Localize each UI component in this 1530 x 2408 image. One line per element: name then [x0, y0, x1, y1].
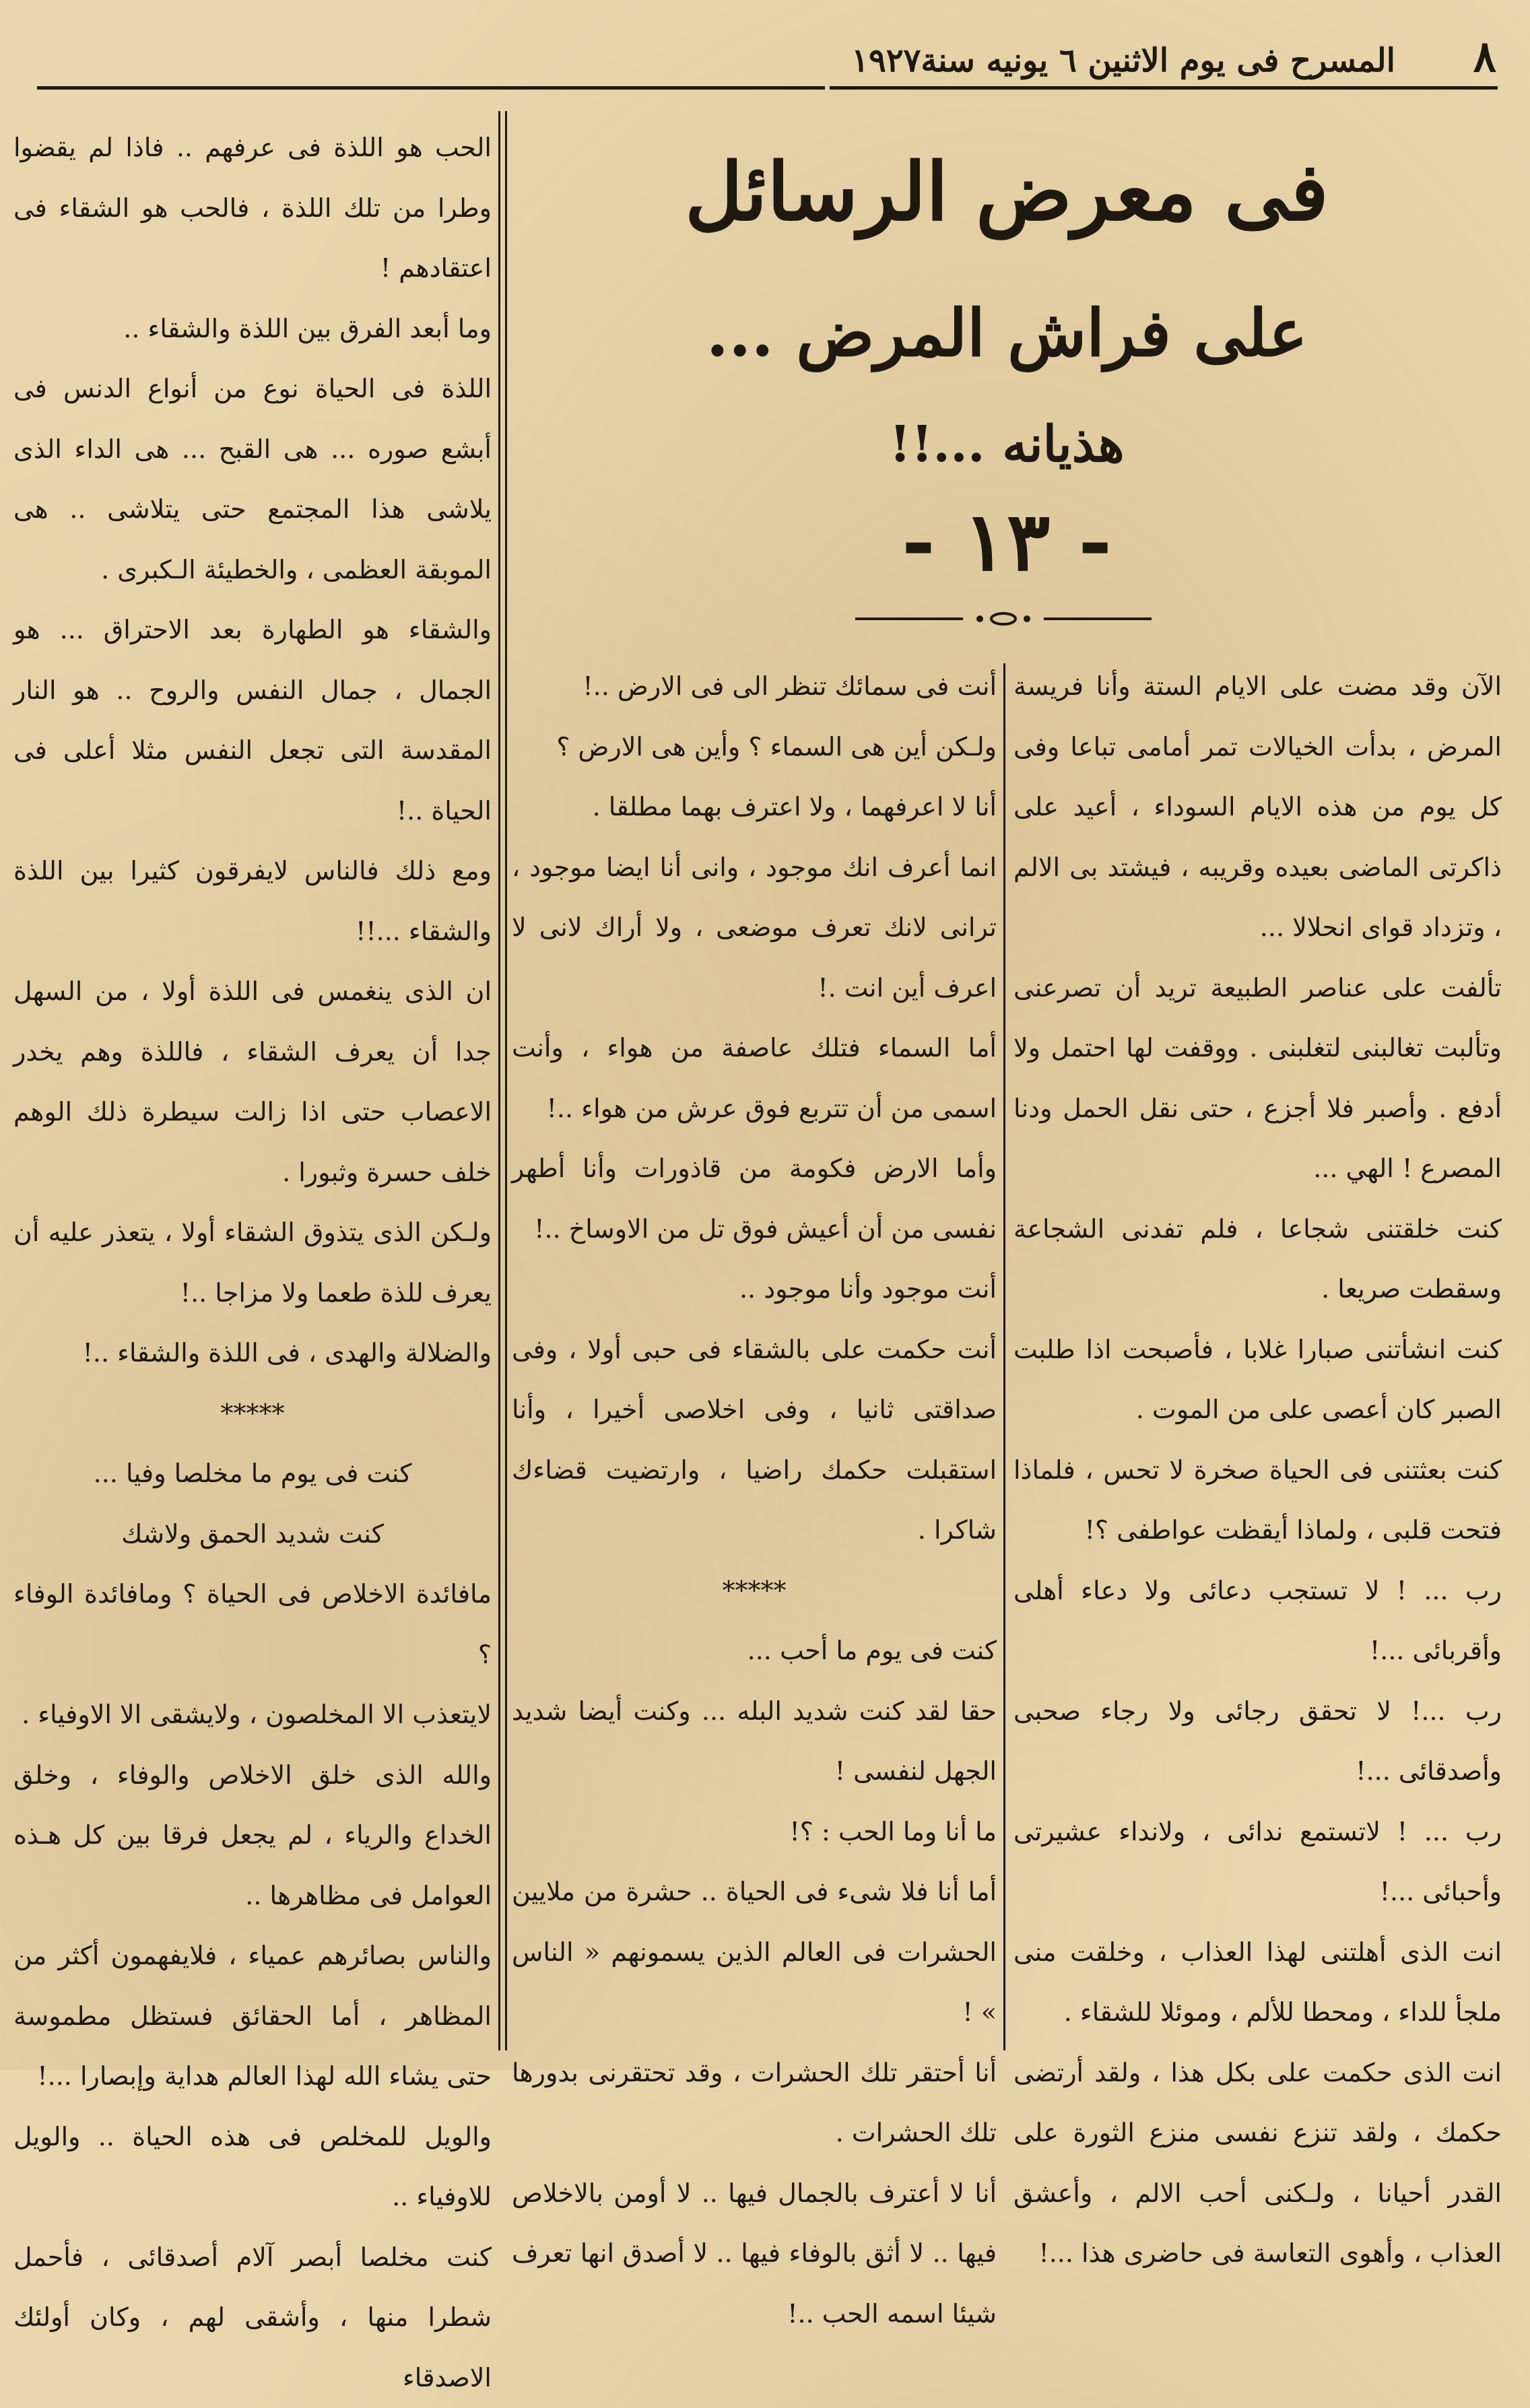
paragraph: أنت موجود وأنا موجود ..: [512, 1259, 997, 1320]
paragraph: كنت فى يوم ما أحب ...: [512, 1621, 997, 1681]
paragraph: أما السماء فتلك عاصفة من هواء ، وأنت اسمى من أن تتربع فوق عرش من هواء ..!: [512, 1018, 997, 1139]
paragraph: كنت مخلصا أبصر آلام أصدقائى ، فأحمل شطرا منها ، وأشقى لهم ، وكان أولئك الاصدقاء: [13, 2228, 492, 2408]
paragraph: رب ... ! لا تستجب دعائى ولا دعاء أهلى وأقربائى ...!: [1013, 1561, 1502, 1681]
paragraph: والشقاء هو الطهارة بعد الاحتراق ... هو الجمال ، جمال النفس والروح .. هو النار المقدسة التى تجعل النفس مثلا أعلى فى الحياة ..!: [13, 600, 492, 841]
paragraph: كنت شديد الحمق ولاشك: [13, 1504, 492, 1565]
page-header: [34, 27, 1496, 89]
paragraph: وما أبعد الفرق بين اللذة والشقاء ..: [13, 299, 492, 360]
header-rule-right: [830, 86, 1498, 90]
paragraph: ان الذى ينغمس فى اللذة أولا ، من السهل جدا أن يعرف الشقاء ، فاللذة وهم يخدر الاعصاب حتى اذا زالت سيطرة ذلك الوهم خلف حسرة وثبورا .: [13, 962, 492, 1203]
paragraph: تألفت على عناصر الطبيعة تريد أن تصرعنى وتألبت تغالبنى لتغلبنى . ووقفت لها احتمل ولا أدفع . وأصبر فلا أجزع ، حتى نقل الحمل ودنا المصرع ! الهي ...: [1013, 958, 1502, 1199]
section-separator: *****: [13, 1384, 492, 1444]
paragraph: لايتعذب الا المخلصون ، ولايشقى الا الاوفياء .: [13, 1685, 492, 1745]
paragraph: أنا لا أعترف بالجمال فيها .. لا أومن بالاخلاص فيها .. لا أثق بالوفاء فيها .. لا أصدق انها تعرف شيئا اسمه الحب ..!: [512, 2164, 997, 2345]
article-number: - ١٣ -: [512, 492, 1502, 593]
paragraph: والله الذى خلق الاخلاص والوفاء ، وخلق الخداع والرياء ، لم يجعل فرقا بين كل هـذه العوامل فى مظاهرها ..: [13, 1745, 492, 1927]
paragraph: حقا لقد كنت شديد البله ... وكنت أيضا شديد الجهل لنفسى !: [512, 1681, 997, 1802]
paragraph: الحب هو اللذة فى عرفهم .. فاذا لم يقضوا وطرا من تلك اللذة ، فالحب هو الشقاء فى اعتقادهم !: [13, 118, 492, 299]
column-divider-double-b: [505, 111, 507, 2050]
paragraph: أنت فى سمائك تنظر الى فى الارض ..!: [512, 657, 997, 717]
article-headline: [512, 135, 1502, 593]
paragraph: اللذة فى الحياة نوع من أنواع الدنس فى أبشع صوره ... هى القبح ... هى الداء الذى يلاشى هذا المجتمع حتى يتلاشى .. هى الموبقة العظمى ، والخطيئة الـكبرى .: [13, 359, 492, 600]
article-column-middle: [512, 657, 997, 2057]
paragraph: أنا لا اعرفهما ، ولا اعترف بهما مطلقا .: [512, 777, 997, 838]
paragraph: الآن وقد مضت على الايام الستة وأنا فريسة المرض ، بدأت الخيالات تمر أمامى تباعا وفى كل يوم من هذه الايام السوداء ، أعيد على ذاكرتى الماضى بعيده وقريبه ، فيشتد بى الالم ، وتزداد قواى انحلالا ...: [1013, 657, 1502, 958]
ornamental-divider: [855, 609, 1152, 629]
paragraph: انت الذى حكمت على بكل هذا ، ولقد أرتضى حكمك ، ولقد تنزع نفسى منزع الثورة على القدر أحيانا ، ولـكنى أحب الالم ، وأعشق العذاب ، وأهوى التعاسة فى حاضرى هذا ...!: [1013, 2043, 1502, 2284]
paragraph: وأما الارض فكومة من قاذورات وأنا أطهر نفسى من أن أعيش فوق تل من الاوساخ ..!: [512, 1139, 997, 1259]
article-column-left: [13, 118, 492, 2057]
paragraph: أنا أحتقر تلك الحشرات ، وقد تحتقرنى بدورها تلك الحشرات .: [512, 2043, 997, 2164]
paragraph: والضلالة والهدى ، فى اللذة والشقاء ..!: [13, 1323, 492, 1384]
article-column-right: [1013, 657, 1502, 2057]
paragraph: أما أنا فلا شىء فى الحياة .. حشرة من ملايين الحشرات فى العالم الذين يسمونهم « الناس » !: [512, 1862, 997, 2043]
paragraph: والويل للمخلص فى هذه الحياة .. والويل للاوفياء ..: [13, 2107, 492, 2228]
article-subtitle: على فراش المرض ...: [512, 283, 1502, 384]
paragraph: انت الذى أهلتنى لهذا العذاب ، وخلقت منى ملجأ للداء ، ومحطا للألم ، وموئلا للشقاء .: [1013, 1922, 1502, 2043]
paragraph: ما أنا وما الحب : ؟!: [512, 1802, 997, 1863]
paragraph: رب ... ! لاتستمع ندائى ، ولانداء عشيرتى وأحبائى ...!: [1013, 1802, 1502, 1922]
section-separator: *****: [512, 1561, 997, 1621]
paragraph: والناس بصائرهم عمياء ، فلايفهمون أكثر من المظاهر ، أما الحقائق فستظل مطموسة حتى يشاء الله لهذا العالم هداية وإبصارا ...!: [13, 1926, 492, 2107]
paragraph: كنت فى يوم ما مخلصا وفيا ...: [13, 1444, 492, 1504]
paragraph: أنت حكمت على بالشقاء فى حبى أولا ، وفى صداقتى ثانيا ، وفى اخلاصى أخيرا ، وأنا استقبلت حكمك راضيا ، وارتضيت قضاءك شاكرا .: [512, 1320, 997, 1561]
paragraph: كنت بعثتنى فى الحياة صخرة لا تحس ، فلماذا فتحت قلبى ، ولماذا أيقظت عواطفى ؟!: [1013, 1440, 1502, 1561]
paragraph: كنت خلقتنى شجاعا ، فلم تفدنى الشجاعة وسقطت صريعا .: [1013, 1199, 1502, 1320]
column-divider-double-a: [498, 111, 500, 2050]
paragraph: ولـكن الذى يتذوق الشقاء أولا ، يتعذر عليه أن يعرف للذة طعما ولا مزاجا ..!: [13, 1203, 492, 1323]
paragraph: مافائدة الاخلاص فى الحياة ؟ ومافائدة الوفاء ؟: [13, 1564, 492, 1685]
paragraph: رب ...! لا تحقق رجائى ولا رجاء صحبى وأصدقائى ...!: [1013, 1681, 1502, 1802]
article-subtitle-2: هذيانه ...!!: [512, 404, 1502, 485]
running-header-title: المسرح فى يوم الاثنين ٦ يونيه سنة١٩٢٧: [851, 42, 1395, 79]
column-divider-lower: [1003, 663, 1005, 2050]
article-title: فى معرض الرسائل: [512, 135, 1502, 249]
page-number: ٨: [1473, 27, 1496, 88]
paragraph: انما أعرف انك موجود ، وانى أنا ايضا موجود ، ترانى لانك تعرف موضعى ، ولا أراك لانى لا اعرف أين انت .!: [512, 838, 997, 1019]
paragraph: ولـكن أين هى السماء ؟ وأين هى الارض ؟: [512, 717, 997, 778]
header-rule-left: [37, 86, 825, 90]
paragraph: كنت انشأتنى صبارا غلابا ، فأصبحت اذا طلبت الصبر كان أعصى على من الموت .: [1013, 1320, 1502, 1440]
paragraph: ومع ذلك فالناس لايفرقون كثيرا بين اللذة والشقاء ...!!: [13, 841, 492, 962]
